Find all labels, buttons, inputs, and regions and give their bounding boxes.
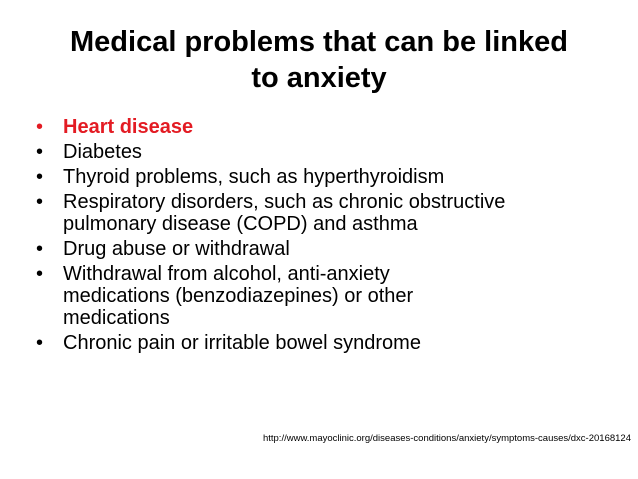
- bullet-dot-icon: •: [36, 191, 44, 213]
- bullet-item-respiratory: [36, 191, 626, 235]
- bullet-list: [36, 116, 626, 357]
- source-citation-link[interactable]: http://www.mayoclinic.org/diseases-conditions/anxiety/symptoms-causes/dxc-20168124: [262, 433, 631, 444]
- slide-title-line-2: to anxiety: [251, 62, 387, 94]
- bullet-text-line-3: medications: [63, 307, 170, 329]
- bullet-item-drug-abuse: [36, 238, 626, 260]
- bullet-dot-icon: •: [36, 263, 44, 285]
- bullet-text: Chronic pain or irritable bowel syndrome: [63, 332, 421, 354]
- bullet-item-diabetes: [36, 141, 626, 163]
- bullet-item-withdrawal: [36, 263, 626, 329]
- bullet-text-line-1: Withdrawal from alcohol, anti-anxiety: [63, 263, 390, 285]
- slide-title: [40, 24, 598, 96]
- bullet-text-line-1: Respiratory disorders, such as chronic obstructive: [63, 191, 506, 213]
- bullet-item-chronic-pain: [36, 332, 626, 354]
- bullet-item-heart-disease: [36, 116, 626, 138]
- bullet-item-thyroid: [36, 166, 626, 188]
- bullet-text: Diabetes: [63, 141, 142, 163]
- bullet-text: Thyroid problems, such as hyperthyroidism: [63, 166, 445, 188]
- bullet-text-line-2: medications (benzodiazepines) or other: [63, 285, 414, 307]
- bullet-dot-icon: •: [36, 332, 44, 354]
- bullet-text: Heart disease: [63, 116, 194, 138]
- bullet-text-line-2: pulmonary disease (COPD) and asthma: [63, 213, 418, 235]
- bullet-dot-icon: •: [36, 141, 44, 163]
- slide-title-line-1: Medical problems that can be linked: [70, 26, 568, 58]
- bullet-dot-icon: •: [36, 238, 44, 260]
- bullet-dot-icon: •: [36, 116, 44, 138]
- bullet-dot-icon: •: [36, 166, 44, 188]
- bullet-text: Drug abuse or withdrawal: [63, 238, 290, 260]
